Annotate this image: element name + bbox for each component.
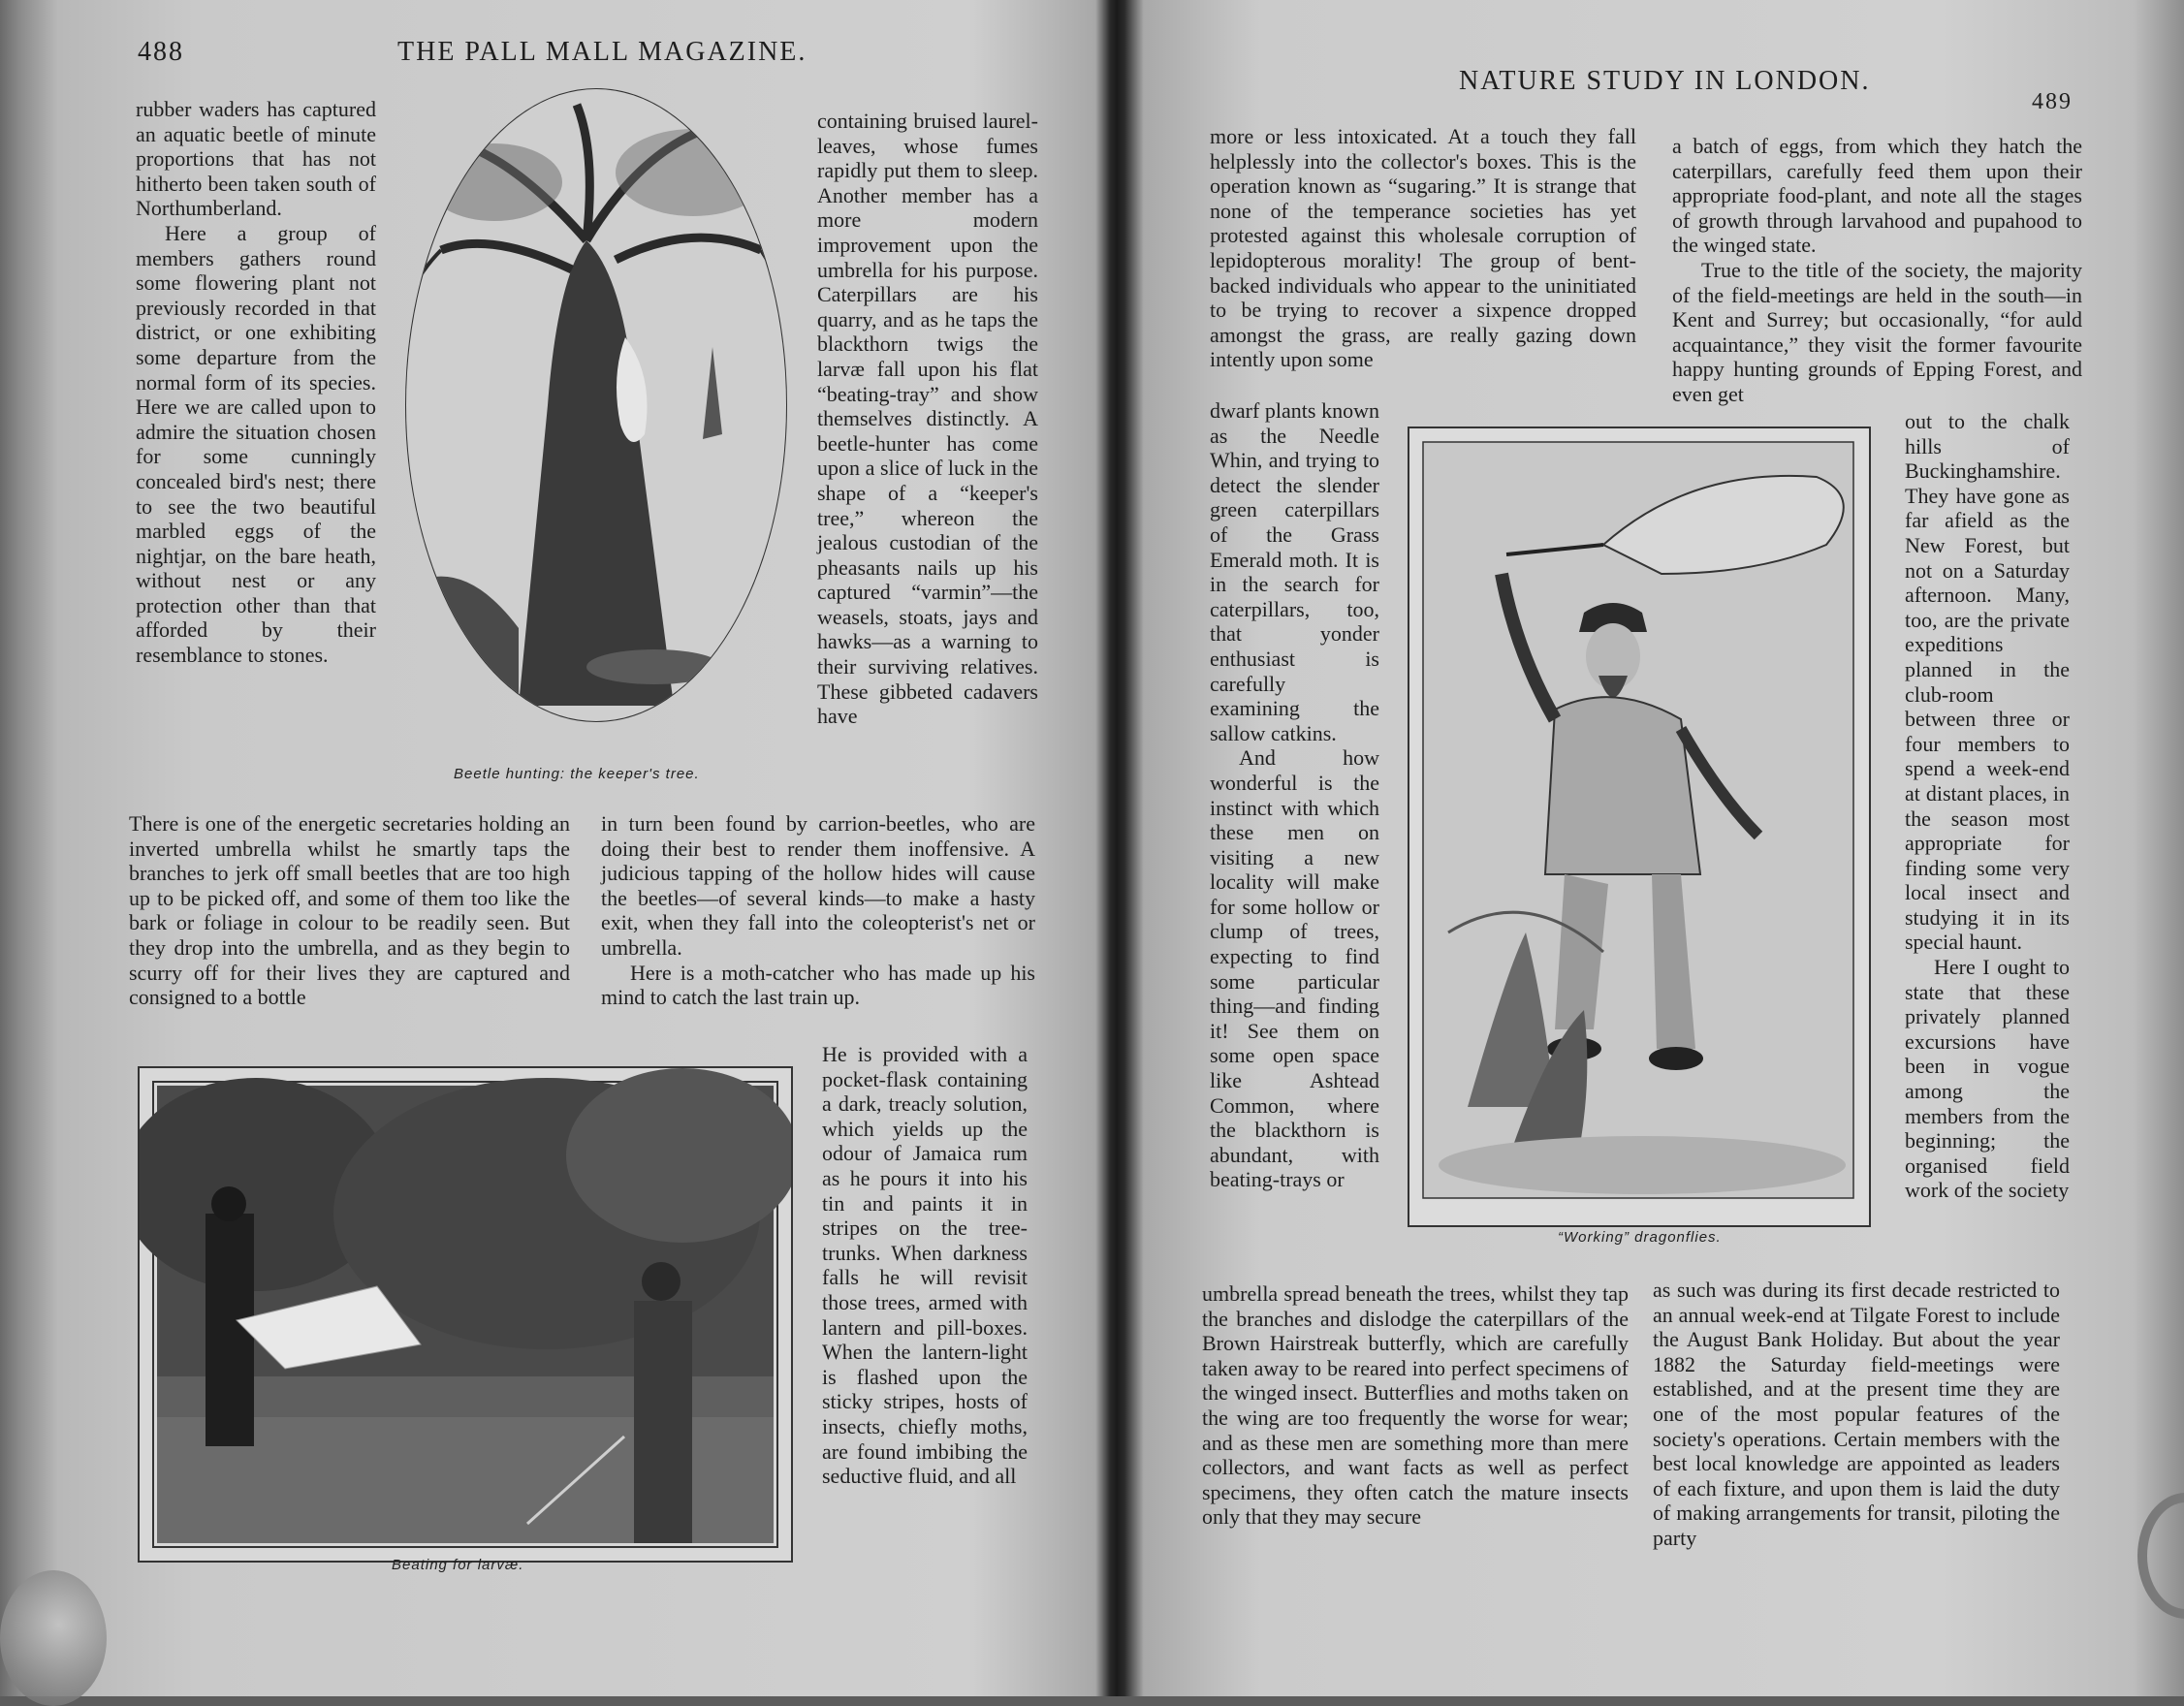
paragraph: True to the title of the society, the majority of the field-meetings are held in the south—in Kent and Surrey; but occasionally, “for auld acquaintance,” they visit the former favourite happy hunting grounds of Epping Forest, and even get bbox=[1672, 257, 2082, 406]
right-col-a-narrow bbox=[1210, 398, 1379, 1192]
paragraph: Here a group of members gathers round some flowering plant not previously recorded in that district, or one exhibiting some departure from the normal form of its species. Here we are called upon to admire the situation chosen for some cunningly concealed bird's nest; there to see the two beautiful marbled eggs of the nightjar, on the bare heath, without nest or any protection other than that afforded by their resemblance to stones. bbox=[136, 220, 376, 668]
running-head-left: THE PALL MALL MAGAZINE. bbox=[397, 37, 807, 67]
right-col-b-bottom bbox=[1653, 1278, 2060, 1551]
paragraph: Here is a moth-catcher who has made up his mind to catch the last train up. bbox=[601, 960, 1035, 1010]
paragraph: out to the chalk hills of Buckinghamshire. They have gone as far afield as the New Forest, but not on a Saturday afternoon. Many, too, are the private expeditions planned in the club-room between three or four members to spend a week-end at distant places, in the season most appropriate for finding some very local insect and studying it in its special haunt. bbox=[1905, 409, 2070, 955]
figure-keepers-tree bbox=[402, 85, 790, 725]
paragraph: There is one of the energetic secretaries holding an inverted umbrella whilst he smartly taps the branches to jerk off small beetles that are too high up to be picked off, and some of them too like the bark or foliage in colour to be readily seen. But they drop into the umbrella, and as they begin to scurry off for their lives they are captured and consigned to a bottle bbox=[129, 811, 570, 1010]
page-number-left: 488 bbox=[138, 37, 184, 67]
page-number-right: 489 bbox=[2032, 89, 2073, 114]
left-col-a bbox=[136, 97, 376, 668]
right-col-b-narrow bbox=[1905, 409, 2070, 1203]
right-col-a-bottom bbox=[1202, 1281, 1629, 1530]
paragraph: umbrella spread beneath the trees, whilst they tap the branches and dislodge the caterpillars of the Brown Hairstreak butterfly, which are carefully taken away to be reared into perfect specimens of the winged insect. Butterflies and moths taken on the wing are too frequently the worse for wear; and as these men are something more than mere collectors, and want facts as well as perfect specimens, they often catch the mature insects only that they may secure bbox=[1202, 1281, 1629, 1530]
figure-working-dragonflies bbox=[1408, 426, 1871, 1227]
paragraph: containing bruised laurel-leaves, whose fumes rapidly put them to sleep. Another member has a more modern improvement upon the umbrella for his purpose. Caterpillars are his quarry, and as he taps the blackthorn twigs the larvæ fall upon his flat “beating-tray” and show themselves distinctly. A beetle-hunter has come upon a slice of luck in the shape of a “keeper's tree,” whereon the jealous custodian of the pheasants nails up his captured “varmin”—the weasels, stoats, jays and hawks—as a warning to their surviving relatives. These gibbeted cadavers have bbox=[817, 109, 1038, 729]
thumb-shadow bbox=[0, 1570, 107, 1706]
left-col-b-cont bbox=[601, 811, 1035, 1010]
running-head-right: NATURE STUDY IN LONDON. bbox=[1459, 66, 1871, 96]
paragraph: more or less intoxicated. At a touch they fall helplessly into the collector's boxes. This is the operation known as “sugaring.” It is strange that none of the temperance societies has yet protested against this wholesale corruption of lepidopterous morality! The group of bent-backed individuals who appear to the uninitiated to be trying to recover a sixpence dropped amongst the grass, are really gazing down intently upon some bbox=[1210, 124, 1636, 372]
caption-keepers-tree: Beetle hunting: the keeper's tree. bbox=[454, 766, 700, 782]
caption-beating-for-larvae: Beating for larvæ. bbox=[392, 1557, 524, 1573]
left-col-a-cont bbox=[129, 811, 570, 1010]
paragraph: rubber waders has captured an aquatic beetle of minute proportions that has not hitherto been taken south of Northumberland. bbox=[136, 97, 376, 221]
right-col-a bbox=[1210, 124, 1636, 372]
figure-beating-for-larvae bbox=[138, 1066, 793, 1563]
paragraph: as such was during its first decade restricted to an annual week-end at Tilgate Forest to include the August Bank Holiday. But about the year 1882 the Saturday field-meetings were established, and at the present time they are one of the most popular features of the society's operations. Certain members with the best local knowledge are appointed as leaders of each fixture, and upon them is laid the duty of making arrangements for transit, piloting the party bbox=[1653, 1278, 2060, 1550]
right-page bbox=[1124, 0, 2184, 1696]
left-col-b bbox=[817, 109, 1038, 729]
left-col-c bbox=[822, 1042, 1028, 1489]
paragraph: And how wonderful is the instinct with which these men on visiting a new locality will make for some hollow or clump of trees, expecting to find some particular thing—and finding it! See them on some open space like Ashtead Common, where the blackthorn is abundant, with beating-trays or bbox=[1210, 745, 1379, 1192]
paragraph: a batch of eggs, from which they hatch the caterpillars, carefully feed them upon their appropriate food-plant, and note all the stages of growth through larvahood and pupahood to the winged state. bbox=[1672, 134, 2082, 258]
paragraph: He is provided with a pocket-flask containing a dark, treacly solution, which yields up the odour of Jamaica rum as he pours it into his tin and paints it in stripes on the tree-trunks. When darkness falls he will revisit those trees, armed with lantern and pill-boxes. When the lantern-light is flashed upon the sticky stripes, hosts of insects, chiefly moths, are found imbibing the seductive fluid, and all bbox=[822, 1042, 1028, 1489]
paragraph: Here I ought to state that these privately planned excursions have been in vogue among the members from the beginning; the organised field work of the society bbox=[1905, 955, 2070, 1203]
caption-working-dragonflies: “Working” dragonflies. bbox=[1558, 1229, 1722, 1246]
right-col-b bbox=[1672, 134, 2082, 407]
paragraph: in turn been found by carrion-beetles, who are doing their best to render them inoffensive. A judicious tapping of the hollow hides will cause the beetles—of several kinds—to make a hasty exit, when they fall into the coleopterist's net or umbrella. bbox=[601, 811, 1035, 960]
paragraph: dwarf plants known as the Needle Whin, and trying to detect the slender green caterpillars of the Grass Emerald moth. It is in the search for caterpillars, too, that yonder enthusiast is carefully examining the sallow catkins. bbox=[1210, 398, 1379, 745]
